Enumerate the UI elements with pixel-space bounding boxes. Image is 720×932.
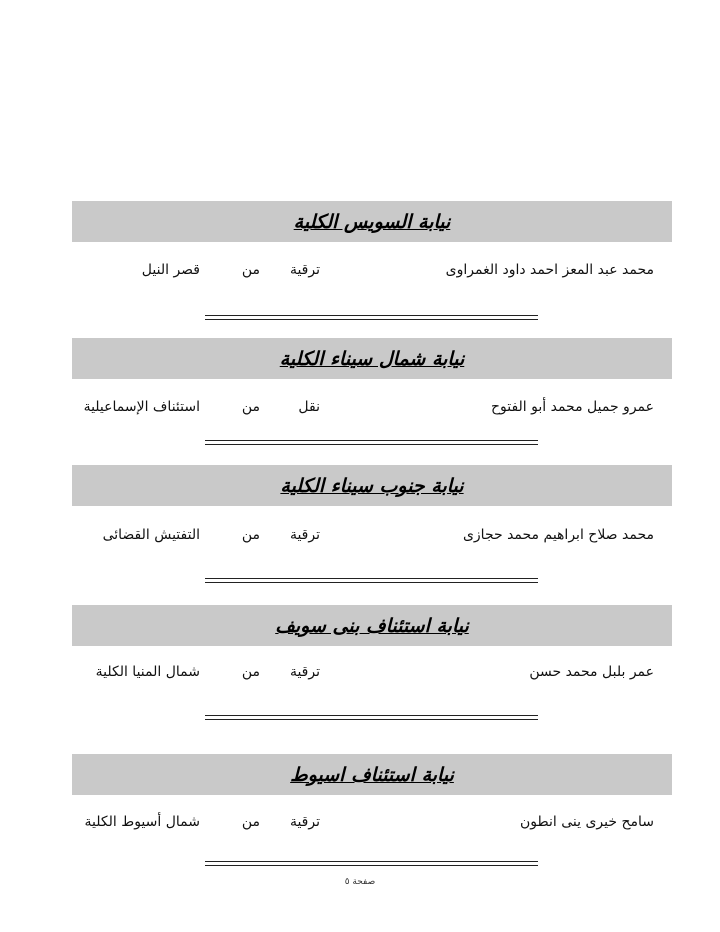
person-name: محمد عبد المعز احمد داود الغمراوى <box>445 262 654 278</box>
from-label: من <box>241 399 260 415</box>
origin-office: استئناف الإسماعيلية <box>83 399 200 415</box>
entry-row <box>72 527 672 553</box>
person-name: عمر بلبل محمد حسن <box>529 664 654 680</box>
person-name: عمرو جميل محمد أبو الفتوح <box>490 399 654 415</box>
section-divider <box>205 715 538 720</box>
entry-row <box>72 262 672 288</box>
section-header-north-sinai <box>72 338 672 379</box>
section-title: نيابة شمال سيناء الكلية <box>279 347 465 370</box>
action-type: ترقية <box>289 262 320 278</box>
action-type: ترقية <box>289 814 320 830</box>
origin-office: قصر النيل <box>141 262 200 278</box>
origin-office: شمال أسيوط الكلية <box>84 814 200 830</box>
section-title: نيابة جنوب سيناء الكلية <box>280 474 464 497</box>
page-number: صفحة ٥ <box>344 877 376 887</box>
section-divider <box>205 315 538 320</box>
origin-office: شمال المنيا الكلية <box>95 664 200 680</box>
action-type: نقل <box>298 399 320 415</box>
entry-row <box>72 664 672 690</box>
section-header-assiut <box>72 754 672 795</box>
section-title: نيابة استئناف اسيوط <box>290 763 454 786</box>
section-header-beni-suef <box>72 605 672 646</box>
person-name: محمد صلاح ابراهيم محمد حجازى <box>462 527 654 543</box>
section-divider <box>205 861 538 866</box>
action-type: ترقية <box>289 527 320 543</box>
person-name: سامح خيرى ينى انطون <box>519 814 654 830</box>
entry-row <box>72 814 672 840</box>
entry-row <box>72 399 672 425</box>
section-divider <box>205 578 538 583</box>
section-header-suez <box>72 201 672 242</box>
from-label: من <box>241 814 260 830</box>
section-title: نيابة السويس الكلية <box>293 210 451 233</box>
section-title: نيابة استئناف بنى سويف <box>275 614 469 637</box>
action-type: ترقية <box>289 664 320 680</box>
from-label: من <box>241 527 260 543</box>
from-label: من <box>241 664 260 680</box>
section-header-south-sinai <box>72 465 672 506</box>
origin-office: التفتيش القضائى <box>102 527 200 543</box>
section-divider <box>205 440 538 445</box>
from-label: من <box>241 262 260 278</box>
